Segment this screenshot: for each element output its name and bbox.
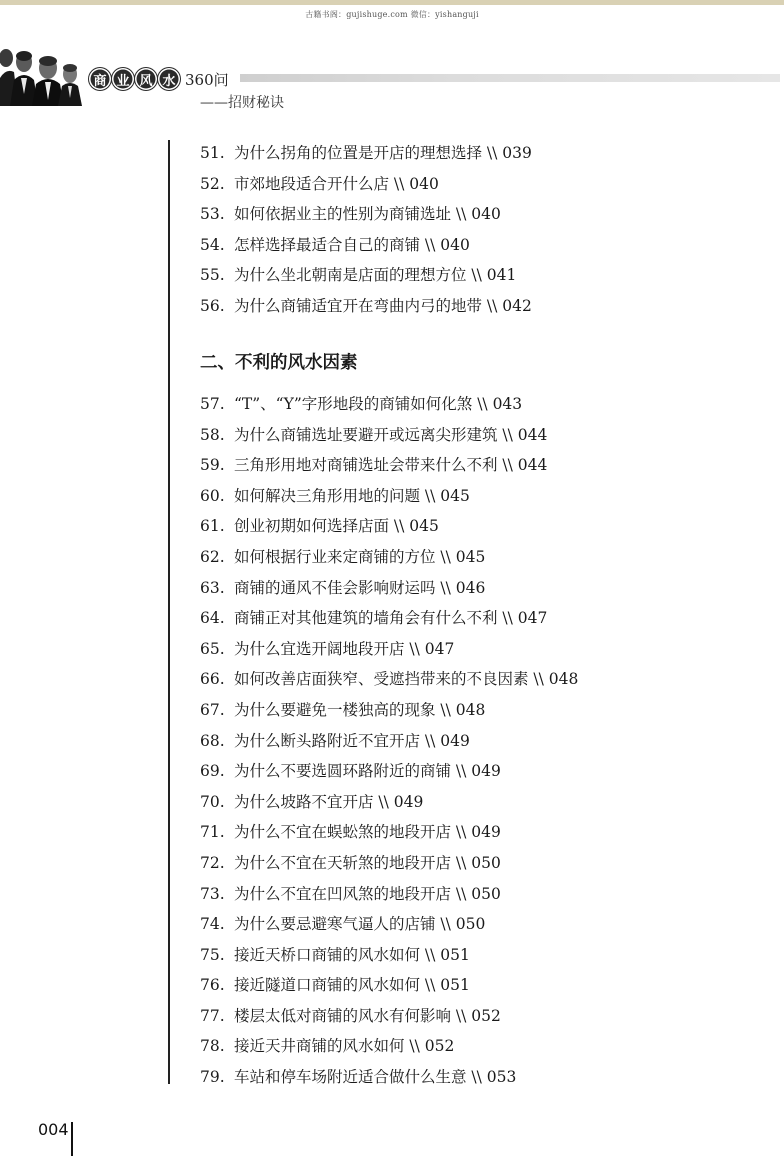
toc-item-number: 67.: [200, 700, 225, 719]
toc-item-text: 为什么坡路不宜开店 \\ 049: [234, 792, 424, 811]
toc-item-text: 怎样选择最适合自己的商铺 \\ 040: [234, 235, 470, 254]
toc-item-text: 如何解决三角形用地的问题 \\ 045: [234, 486, 470, 505]
toc-item: [200, 603, 578, 634]
toc-item: [200, 481, 578, 512]
watermark-text: 古籍书阁：gujishuge.com 微信：yishanguji: [305, 10, 479, 19]
toc-item-number: 65.: [200, 639, 225, 658]
toc-item-number: 70.: [200, 792, 225, 811]
toc-item-number: 56.: [200, 296, 225, 315]
toc-item: [200, 169, 532, 200]
toc-item-text: 接近天井商铺的风水如何 \\ 052: [234, 1037, 455, 1056]
toc-item-number: 58.: [200, 425, 225, 444]
toc-item-number: 60.: [200, 486, 225, 505]
toc-item-text: 楼层太低对商铺的风水有何影响 \\ 052: [234, 1006, 501, 1025]
toc-item: [200, 848, 578, 879]
running-header: [0, 34, 784, 114]
toc-item: [200, 450, 578, 481]
toc-item-text: 为什么不宜在天斩煞的地段开店 \\ 050: [234, 853, 501, 872]
toc-item-text: 商铺正对其他建筑的墙角会有什么不利 \\ 047: [234, 609, 548, 628]
toc-item-text: 为什么要避免一楼独高的现象 \\ 048: [234, 700, 486, 719]
toc-item: [200, 230, 532, 261]
toc-item-text: 创业初期如何选择店面 \\ 045: [234, 517, 439, 536]
toc-item-text: 接近隧道口商铺的风水如何 \\ 051: [234, 976, 470, 995]
toc-item-number: 68.: [200, 731, 225, 750]
toc-item-number: 52.: [200, 174, 225, 193]
toc-item-text: 为什么宜选开阔地段开店 \\ 047: [234, 639, 455, 658]
toc-item-text: 为什么不宜在凹风煞的地段开店 \\ 050: [234, 884, 501, 903]
toc-item-text: 三角形用地对商铺选址会带来什么不利 \\ 044: [234, 456, 548, 475]
toc-item: [200, 634, 578, 665]
toc-item-text: 为什么要忌避寒气逼人的店铺 \\ 050: [234, 915, 486, 934]
toc-item-number: 61.: [200, 517, 225, 536]
toc-item-number: 54.: [200, 235, 225, 254]
toc-item: [200, 726, 578, 757]
toc-item-number: 57.: [200, 395, 225, 413]
toc-item-number: 63.: [200, 578, 225, 597]
toc-item-number: 62.: [200, 547, 225, 566]
toc-item-text: 如何根据行业来定商铺的方位 \\ 045: [234, 547, 486, 566]
toc-item-number: 64.: [200, 609, 225, 628]
content-vertical-rule: [168, 140, 170, 1084]
toc-item-number: 78.: [200, 1037, 225, 1056]
toc-item: [200, 1031, 578, 1062]
toc-item-text: 为什么商铺选址要避开或远离尖形建筑 \\ 044: [234, 425, 548, 444]
toc-item-number: 59.: [200, 456, 225, 475]
toc-item: [200, 695, 578, 726]
toc-item: [200, 817, 578, 848]
toc-item: [200, 909, 578, 940]
toc-item-number: 79.: [200, 1068, 225, 1087]
toc-item-number: 71.: [200, 823, 225, 842]
toc-item-text: 为什么不要选圆环路附近的商铺 \\ 049: [234, 762, 501, 781]
toc-item-text: “T”、“Y”字形地段的商铺如何化煞 \\ 043: [234, 395, 523, 413]
toc-item-number: 77.: [200, 1006, 225, 1025]
toc-item: [200, 664, 578, 695]
toc-item-number: 55.: [200, 266, 225, 285]
toc-item: [200, 511, 578, 542]
toc-item: [200, 787, 578, 818]
toc-item-number: 76.: [200, 976, 225, 995]
toc-item-text: 如何改善店面狭窄、受遮挡带来的不良因素 \\ 048: [234, 670, 579, 689]
seal-char-2: 业: [112, 68, 134, 90]
toc-list-section-two: [200, 389, 578, 1093]
toc-item-number: 74.: [200, 915, 225, 934]
toc-item-text: 为什么拐角的位置是开店的理想选择 \\ 039: [234, 144, 532, 162]
section-title: 二、不利的风水因素: [200, 353, 358, 373]
header-rule: [240, 74, 780, 82]
toc-item: [200, 940, 578, 971]
toc-item: [200, 389, 578, 420]
toc-item-text: 接近天桥口商铺的风水如何 \\ 051: [234, 945, 470, 964]
businessmen-portrait-image: [0, 34, 88, 106]
toc-item-number: 51.: [200, 144, 225, 162]
toc-item-number: 73.: [200, 884, 225, 903]
toc-item: [200, 291, 532, 322]
toc-item: [200, 1062, 578, 1093]
toc-item: [200, 1001, 578, 1032]
toc-item: [200, 138, 532, 169]
toc-item: [200, 879, 578, 910]
toc-item: [200, 970, 578, 1001]
toc-item-text: 为什么不宜在蜈蚣煞的地段开店 \\ 049: [234, 823, 501, 842]
toc-item-text: 商铺的通风不佳会影响财运吗 \\ 046: [234, 578, 486, 597]
toc-item-number: 75.: [200, 945, 225, 964]
toc-item: [200, 199, 532, 230]
toc-item-number: 72.: [200, 853, 225, 872]
toc-item-text: 为什么坐北朝南是店面的理想方位 \\ 041: [234, 266, 517, 285]
page-number-rule: [71, 1122, 73, 1156]
header-subtitle: ——招财秘诀: [200, 95, 284, 111]
page-number: 004: [38, 1120, 69, 1139]
toc-item-text: 市郊地段适合开什么店 \\ 040: [234, 174, 439, 193]
seal-char-3: 风: [135, 68, 157, 90]
toc-item-number: 66.: [200, 670, 225, 689]
toc-item: [200, 542, 578, 573]
series-number: 360问: [185, 70, 229, 89]
toc-item-text: 为什么商铺适宜开在弯曲内弓的地带 \\ 042: [234, 296, 532, 315]
toc-item: [200, 756, 578, 787]
toc-item-number: 53.: [200, 205, 225, 224]
top-border-band: [0, 0, 784, 5]
toc-item: [200, 260, 532, 291]
toc-item-text: 为什么断头路附近不宜开店 \\ 049: [234, 731, 470, 750]
toc-item-number: 69.: [200, 762, 225, 781]
seal-char-1: 商: [89, 68, 111, 90]
toc-item-text: 车站和停车场附近适合做什么生意 \\ 053: [234, 1068, 517, 1087]
toc-item-text: 如何依据业主的性别为商铺选址 \\ 040: [234, 205, 501, 224]
toc-item: [200, 420, 578, 451]
book-series-brand: [89, 68, 229, 90]
seal-char-4: 水: [158, 68, 180, 90]
toc-item: [200, 573, 578, 604]
toc-list-section-one: [200, 138, 532, 322]
